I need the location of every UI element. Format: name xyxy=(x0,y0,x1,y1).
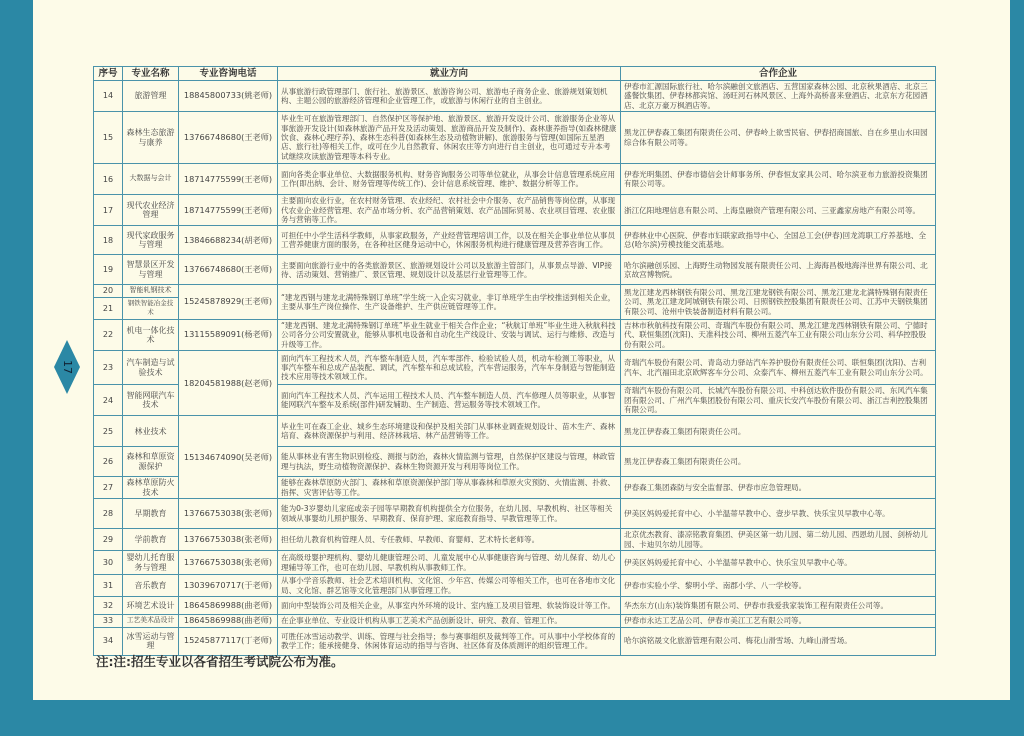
career-direction: 面向汽车工程技术人员，汽车整车制造人员，汽车零部件、检验试验人员，机动车检测工等职业，从事汽车整车和总成产品装配、调试，汽车整车和总成试验，汽车营运服务，汽车车身制造与智能制造技术应用等技术领域工作。 xyxy=(278,351,621,385)
partner-companies: 伊春森工集团森防与安全监督部、伊春市应急管理局。 xyxy=(621,477,936,499)
header-career: 就业方向 xyxy=(278,67,621,81)
page-number-badge xyxy=(54,340,80,394)
row-number: 30 xyxy=(94,551,123,575)
row-number: 24 xyxy=(94,385,123,416)
table-row xyxy=(94,285,936,298)
table-row xyxy=(94,627,936,655)
partner-companies: 黑龙江建龙西林钢铁有限公司、黑龙江建龙钢铁有限公司、黑龙江建龙北满特殊钢有限责任公司、黑龙江建龙阿城钢铁有限公司、日照钢铁控股集团有限责任公司、江苏中天钢铁集团有限公司、沧州中铁装备制造材料有限公司。 xyxy=(621,285,936,320)
career-direction: 担任幼儿教育机构管理人员、专任教师、早教师、育婴师、艺术特长老师等。 xyxy=(278,529,621,551)
major-name: 智能网联汽车技术 xyxy=(123,385,179,416)
major-name: 工艺美术品设计 xyxy=(123,615,179,628)
row-number: 29 xyxy=(94,529,123,551)
consult-phone: 13766753038(张老师) xyxy=(179,551,278,575)
major-name: 婴幼儿托育服务与管理 xyxy=(123,551,179,575)
partner-companies: 黑龙江伊春森工集团有限责任公司。 xyxy=(621,447,936,477)
row-number: 14 xyxy=(94,81,123,112)
partner-companies: 哈尔滨铭晟文化旅游管理有限公司、梅花山滑雪场、九峰山滑雪场。 xyxy=(621,627,936,655)
major-name: 现代家政服务与管理 xyxy=(123,226,179,255)
career-direction: 可担任中小学生活科学教师，从事家政服务，产业经营管理培训工作，以及在相关企事业单位从事员工营养健康方面的服务，在各种社区健身运动中心，休闲服务机构进行健康管理及营养咨询工作。 xyxy=(278,226,621,255)
career-direction: 面向各类企事业单位、大数据服务机构、财务咨询服务公司等单位就业，从事会计信息管理系统应用工作(即出纳、会计、财务管理等传统工作)、会计信息系统管理、维护、数据分析等工作。 xyxy=(278,164,621,195)
partner-companies: 奇瑞汽车股份有限公司、青岛动力驿站汽车养护股份有限责任公司、联恒集团(沈阳)、吉利汽车、北汽福田北京欧辉客车分公司、众泰汽车、柳州五菱汽车工业有限公司山东分公司。 xyxy=(621,351,936,385)
row-number: 25 xyxy=(94,416,123,447)
consult-phone: 18714775599(王老师) xyxy=(179,164,278,195)
consult-phone: 15245878929(王老师) xyxy=(179,285,278,320)
table-row xyxy=(94,319,936,350)
row-number: 26 xyxy=(94,447,123,477)
major-name: 学前教育 xyxy=(123,529,179,551)
consult-phone: 18645869988(曲老师) xyxy=(179,597,278,615)
major-name: 林业技术 xyxy=(123,416,179,447)
major-name: 音乐教育 xyxy=(123,575,179,597)
major-name: 旅游管理 xyxy=(123,81,179,112)
career-direction: 能为0-3岁婴幼儿家庭或亲子园等早期教育机构提供全方位服务，在幼儿园、早教机构、社区等相关领域从事婴幼儿照护服务、早期教育、保育护理、家庭教育指导、早教管理等工作。 xyxy=(278,499,621,529)
partner-companies: 黑龙江伊春森工集团有限责任公司。 xyxy=(621,416,936,447)
table-row xyxy=(94,575,936,597)
career-direction: “建龙西钢与建龙北满特殊钢订单班”学生统一入企实习就业，非订单班学生由学校推送到相关企业，主要从事生产岗位操作、生产设备维护、生产供应链管理等工作。 xyxy=(278,285,621,320)
row-number: 20 xyxy=(94,285,123,298)
row-number: 19 xyxy=(94,255,123,285)
consult-phone: 13039670717(于老师) xyxy=(179,575,278,597)
major-name: 智慧景区开发与管理 xyxy=(123,255,179,285)
career-direction: 毕业生可在森工企业、城乡生态环境建设和保护及相关部门从事林业调查规划设计、苗木生产、森林培育、森林资源保护与利用、经济林栽培、林产品营销等工作。 xyxy=(278,416,621,447)
partner-companies: 伊美区妈妈爱托育中心、小羊温蒂早教中心、快乐宝贝早教中心等。 xyxy=(621,551,936,575)
row-number: 33 xyxy=(94,615,123,628)
career-direction: 面向中型装饰公司及相关企业，从事室内外环境的设计、室内施工及项目管理、软装饰设计等工作。 xyxy=(278,597,621,615)
career-direction: “建龙西钢、建龙北满特殊钢订单班”毕业生就业于相关合作企业；“秋航订单班”毕业生进入秋航科技公司各分公司安置就业，能够从事机电设备和自动化生产线设计、安装与调试、运行与维修、改造与升级等工作。 xyxy=(278,319,621,350)
consult-phone: 18845800733(姚老师) xyxy=(179,81,278,112)
consult-phone: 13115589091(杨老师) xyxy=(179,319,278,350)
major-name: 早期教育 xyxy=(123,499,179,529)
partner-companies: 北京优杰教育、漆凉铭教育集团、伊美区第一幼儿园、第二幼儿园、西恩幼儿园、剑桥幼儿园、卡迪贝尔幼儿园等。 xyxy=(621,529,936,551)
career-direction: 从事旅游行政管理部门、旅行社、旅游景区、旅游咨询公司、旅游电子商务企业、旅游规划策划机构、主题公园的旅游经济管理和企业管理工作，或旅游与休闲行业的自主创业。 xyxy=(278,81,621,112)
table-row xyxy=(94,195,936,226)
table-row xyxy=(94,255,936,285)
row-number: 27 xyxy=(94,477,123,499)
table-row xyxy=(94,226,936,255)
career-direction: 能从事林业有害生物识别检疫、测报与防治，森林火情监测与管理，自然保护区建设与管理，林政管理与执法，野生动植物资源保护、森林生物资源开发与利用等岗位工作。 xyxy=(278,447,621,477)
major-name: 大数据与会计 xyxy=(123,164,179,195)
majors-table xyxy=(93,66,936,656)
partner-companies: 浙江亿阳地理信息有限公司、上海皇融资产管理有限公司、三亚鑫家房地产有限公司等。 xyxy=(621,195,936,226)
career-direction: 毕业生可在旅游管理部门、自然保护区等保护地、旅游景区、旅游开发设计公司、旅游服务企业等从事旅游开发设计(如森林旅游产品开发及活动策划、旅游商品开发及制作)、森林康养指导(如森林健康饮食、森林心理疗养)、森林生态科普(如森林生态及动植物讲解)、旅游服务与管理(如国际五星酒店、旅行社)等相关工作，或可在少儿自然教育、休闲农庄等方向进行自主创业，也可通过专升本考试继续攻读旅游管理等本科专业。 xyxy=(278,112,621,164)
header-phone: 专业咨询电话 xyxy=(179,67,278,81)
table-row xyxy=(94,597,936,615)
consult-phone: 13766753038(张老师) xyxy=(179,529,278,551)
career-direction: 在高级母婴护理机构、婴幼儿健康管理公司、儿童发展中心从事健康咨询与管理、幼儿保育、幼儿心理辅导等工作，也可在幼儿园、早教机构从事教师工作。 xyxy=(278,551,621,575)
partner-companies: 伊春光明集团、伊春市德信会计师事务所、伊春恒友家具公司、哈尔滨亚布力旅游投资集团有限公司等。 xyxy=(621,164,936,195)
major-name: 冰雪运动与管理 xyxy=(123,627,179,655)
consult-phone: 13766748680(王老师) xyxy=(179,112,278,164)
row-number: 17 xyxy=(94,195,123,226)
header-no: 序号 xyxy=(94,67,123,81)
major-name: 汽车制造与试验技术 xyxy=(123,351,179,385)
major-name: 智能轧钢技术 xyxy=(123,285,179,298)
consult-phone: 15245877117(丁老师) xyxy=(179,627,278,655)
career-direction: 能够在森林草原防火部门、森林和草原资源保护部门等从事森林和草原火灾预防、火情监测、扑救、指挥、灾害评估等工作。 xyxy=(278,477,621,499)
partner-companies: 哈尔滨融创乐园、上海野生动物园发展有限责任公司、上海海昌极地海洋世界有限公司、北京故宫博物院。 xyxy=(621,255,936,285)
major-name: 机电一体化技术 xyxy=(123,319,179,350)
partner-companies: 华杰东方(山东)装饰集团有限公司、伊春市我爱我家装饰工程有限责任公司等。 xyxy=(621,597,936,615)
major-name: 钢铁智能冶金技术 xyxy=(123,297,179,319)
row-number: 22 xyxy=(94,319,123,350)
consult-phone: 18645869988(曲老师) xyxy=(179,615,278,628)
consult-phone: 13766748680(王老师) xyxy=(179,255,278,285)
header-major: 专业名称 xyxy=(123,67,179,81)
row-number: 15 xyxy=(94,112,123,164)
major-name: 环境艺术设计 xyxy=(123,597,179,615)
consult-phone: 18714775599(王老师) xyxy=(179,195,278,226)
header-partners: 合作企业 xyxy=(621,67,936,81)
partner-companies: 吉林市秋航科技有限公司、奇瑞汽车股份有限公司、黑龙江建龙西林钢铁有限公司、宁德时代、联恒集团(沈阳)、天准科技公司、柳州五菱汽车工业有限公司山东分公司、科华控股股份有限公司。 xyxy=(621,319,936,350)
row-number: 23 xyxy=(94,351,123,385)
row-number: 32 xyxy=(94,597,123,615)
footnote: 注:注:招生专业以各省招生考试院公布为准。 xyxy=(96,654,344,669)
major-name: 森林生态旅游与康养 xyxy=(123,112,179,164)
career-direction: 在企事业单位、专业设计机构从事工艺美术产品创新设计、研究、教育、管理工作。 xyxy=(278,615,621,628)
career-direction: 主要面向旅游行业中的各类旅游景区、旅游规划设计公司以及旅游主管部门，从事景点导游、VIP接待、活动策划、营销推广、景区管理、规划设计以及基层行业管理等工作。 xyxy=(278,255,621,285)
partner-companies: 伊春市实验小学、黎明小学、南郡小学、八一学校等。 xyxy=(621,575,936,597)
career-direction: 可胜任冰雪运动教学、训练、管理与社会指导；参与赛事组织及裁判等工作。可从事中小学校体育的教学工作；能承接健身、休闲体育运动的指导与咨询、社区体育及体质测评的组织管理工作。 xyxy=(278,627,621,655)
partner-companies: 黑龙江伊春森工集团有限责任公司、伊春岭上欲雪民宿、伊春招商国旅、自在乡里山水田园综合体有限公司等。 xyxy=(621,112,936,164)
major-name: 现代农业经济管理 xyxy=(123,195,179,226)
table-row xyxy=(94,416,936,447)
row-number: 16 xyxy=(94,164,123,195)
partner-companies: 伊美区妈妈爱托育中心、小羊温蒂早教中心、壹步早教、快乐宝贝早教中心等。 xyxy=(621,499,936,529)
partner-companies: 伊春市永达工艺品公司、伊春市美江工艺有限公司等。 xyxy=(621,615,936,628)
consult-phone: 13846688234(胡老师) xyxy=(179,226,278,255)
table-row xyxy=(94,551,936,575)
partner-companies: 伊春市汇源国际旅行社、哈尔滨融创文旅酒店、五营国家森林公园、北京秋果酒店、北京三盛餐饮集团、伊春林都宾馆、汤旺河石林风景区、上海外高桥喜来登酒店、北京东方花园酒店、北京万豪万枫酒店等。 xyxy=(621,81,936,112)
career-direction: 面向汽车工程技术人员、汽车运用工程技术人员、汽车整车制造人员、汽车修理人员等职业，从事智能网联汽车整车及系统(部件)研发辅助、生产制造、营运服务等技术领域工作。 xyxy=(278,385,621,416)
major-name: 森林和草原资源保护 xyxy=(123,447,179,477)
row-number: 21 xyxy=(94,297,123,319)
partner-companies: 奇瑞汽车股份有限公司、长城汽车股份有限公司、中科创达软件股份有限公司、东风汽车集团有限公司、广州汽车集团股份有限公司、重庆长安汽车股份有限公司、浙江吉利控股集团有限公司。 xyxy=(621,385,936,416)
table-row xyxy=(94,112,936,164)
table-row xyxy=(94,351,936,385)
major-name: 森林草原防火技术 xyxy=(123,477,179,499)
table-row xyxy=(94,81,936,112)
consult-phone: 13766753038(张老师) xyxy=(179,499,278,529)
consult-phone: 15134674090(吴老师) xyxy=(179,416,278,499)
row-number: 31 xyxy=(94,575,123,597)
row-number: 34 xyxy=(94,627,123,655)
partner-companies: 伊春林业中心医院、伊春市妇联家政指导中心、全国总工会(伊春)回龙湾职工疗养基地、全总(哈尔滨)劳模技能交流基地。 xyxy=(621,226,936,255)
table-row xyxy=(94,164,936,195)
table-row xyxy=(94,499,936,529)
career-direction: 主要面向农业行业，在农村财务管理、农业经纪、农村社会中介服务、农产品销售等岗位群，从事现代农业企业经营管理、农产品市场分析、农产品营销策划、农产品国际贸易、农业项目管理、农业服务与营销等工作。 xyxy=(278,195,621,226)
page-number: 17 xyxy=(61,360,74,374)
table-header-row xyxy=(94,67,936,81)
consult-phone: 18204581988(赵老师) xyxy=(179,351,278,416)
table-row xyxy=(94,615,936,628)
career-direction: 从事小学音乐教师、社会艺术培训机构、文化馆、少年宫、传媒公司等相关工作，也可在各地市文化局、文化馆、群艺馆等文化管理部门从事管理工作。 xyxy=(278,575,621,597)
table-row xyxy=(94,529,936,551)
row-number: 28 xyxy=(94,499,123,529)
row-number: 18 xyxy=(94,226,123,255)
